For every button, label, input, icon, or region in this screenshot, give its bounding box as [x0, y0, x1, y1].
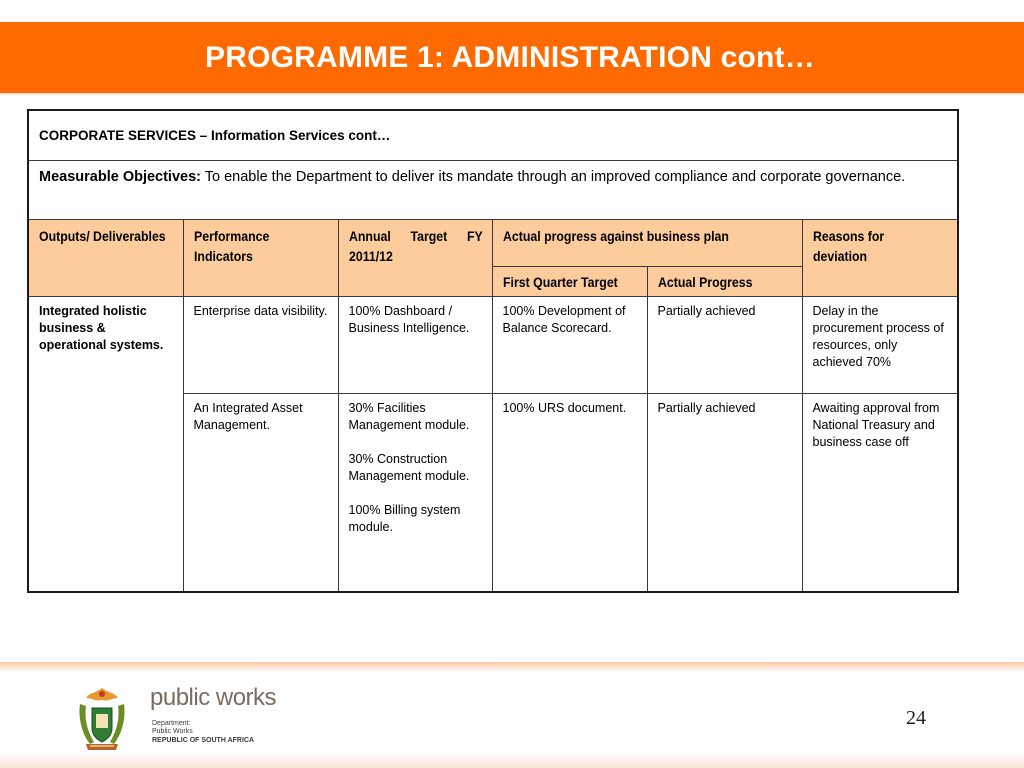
objectives-cell: [28, 161, 958, 220]
section-title: CORPORATE SERVICES – Information Services cont…: [28, 110, 958, 161]
header-outputs: [28, 220, 183, 297]
objectives-text: To enable the Department to deliver its mandate through an improved compliance and corporate governance.: [201, 169, 906, 185]
objectives-label: Measurable Objectives:: [39, 169, 201, 185]
section-row: [28, 110, 958, 161]
public-works-logo: [72, 684, 292, 754]
logo-name: public works: [150, 684, 277, 711]
indicator-cell: Enterprise data visibility.: [183, 297, 338, 394]
objectives-table: [27, 109, 959, 593]
header-outputs-label: Outputs/ Deliverables: [39, 228, 166, 244]
header-first-quarter: [492, 267, 647, 297]
objectives-row: [28, 161, 958, 220]
header-row: [28, 220, 958, 267]
page-number: 24: [906, 707, 926, 729]
annual-target-cell: [338, 297, 492, 394]
header-indicators-label: Performance Indicators: [193, 228, 269, 264]
footer-divider: [0, 662, 1024, 672]
actual-progress-cell: Partially achieved: [647, 394, 802, 592]
logo-sub-public-works: Public Works: [152, 728, 193, 735]
annual-target-cell: [338, 394, 492, 592]
header-first-quarter-label: First Quarter Target: [502, 273, 618, 290]
header-actual: [647, 267, 802, 297]
page-title: PROGRAMME 1: ADMINISTRATION cont…: [205, 40, 815, 74]
reason-cell: Delay in the procurement process of resources, only achieved 70%: [802, 297, 958, 394]
logo-sub-department: Department:: [152, 720, 191, 727]
annual-target-line: 30% Facilities Management module.: [348, 401, 470, 432]
reason-cell: Awaiting approval from National Treasury and business case off: [802, 394, 958, 592]
header-annual-target: [338, 220, 492, 297]
footer-band: [0, 752, 1024, 768]
actual-progress-cell: Partially achieved: [647, 297, 802, 394]
title-shadow: [0, 93, 1024, 96]
first-quarter-cell: 100% Development of Balance Scorecard.: [492, 297, 647, 394]
coat-of-arms-icon: [72, 684, 132, 754]
annual-target-line: 100% Dashboard / Business Intelligence.: [348, 304, 470, 335]
annual-target-line: 30% Construction Management module.: [348, 452, 470, 483]
annual-target-line: 100% Billing system module.: [348, 503, 461, 534]
header-annual-target-label: Annual Target FY 2011/12: [348, 228, 483, 264]
logo-sub-republic: REPUBLIC OF SOUTH AFRICA: [152, 737, 255, 744]
header-actual-label: Actual Progress: [657, 273, 752, 290]
header-actual-progress-label: Actual progress against business plan: [502, 228, 729, 244]
first-quarter-cell: 100% URS document.: [492, 394, 647, 592]
header-reasons: [802, 220, 958, 297]
header-indicators: [183, 220, 338, 297]
indicator-cell: An Integrated Asset Management.: [183, 394, 338, 592]
output-cell: Integrated holistic business & operational systems.: [28, 297, 183, 592]
table-row: [28, 297, 958, 394]
header-reasons-label: Reasons for deviation: [812, 228, 884, 264]
header-actual-progress-business-plan: [492, 220, 802, 267]
title-bar: [0, 22, 1024, 93]
